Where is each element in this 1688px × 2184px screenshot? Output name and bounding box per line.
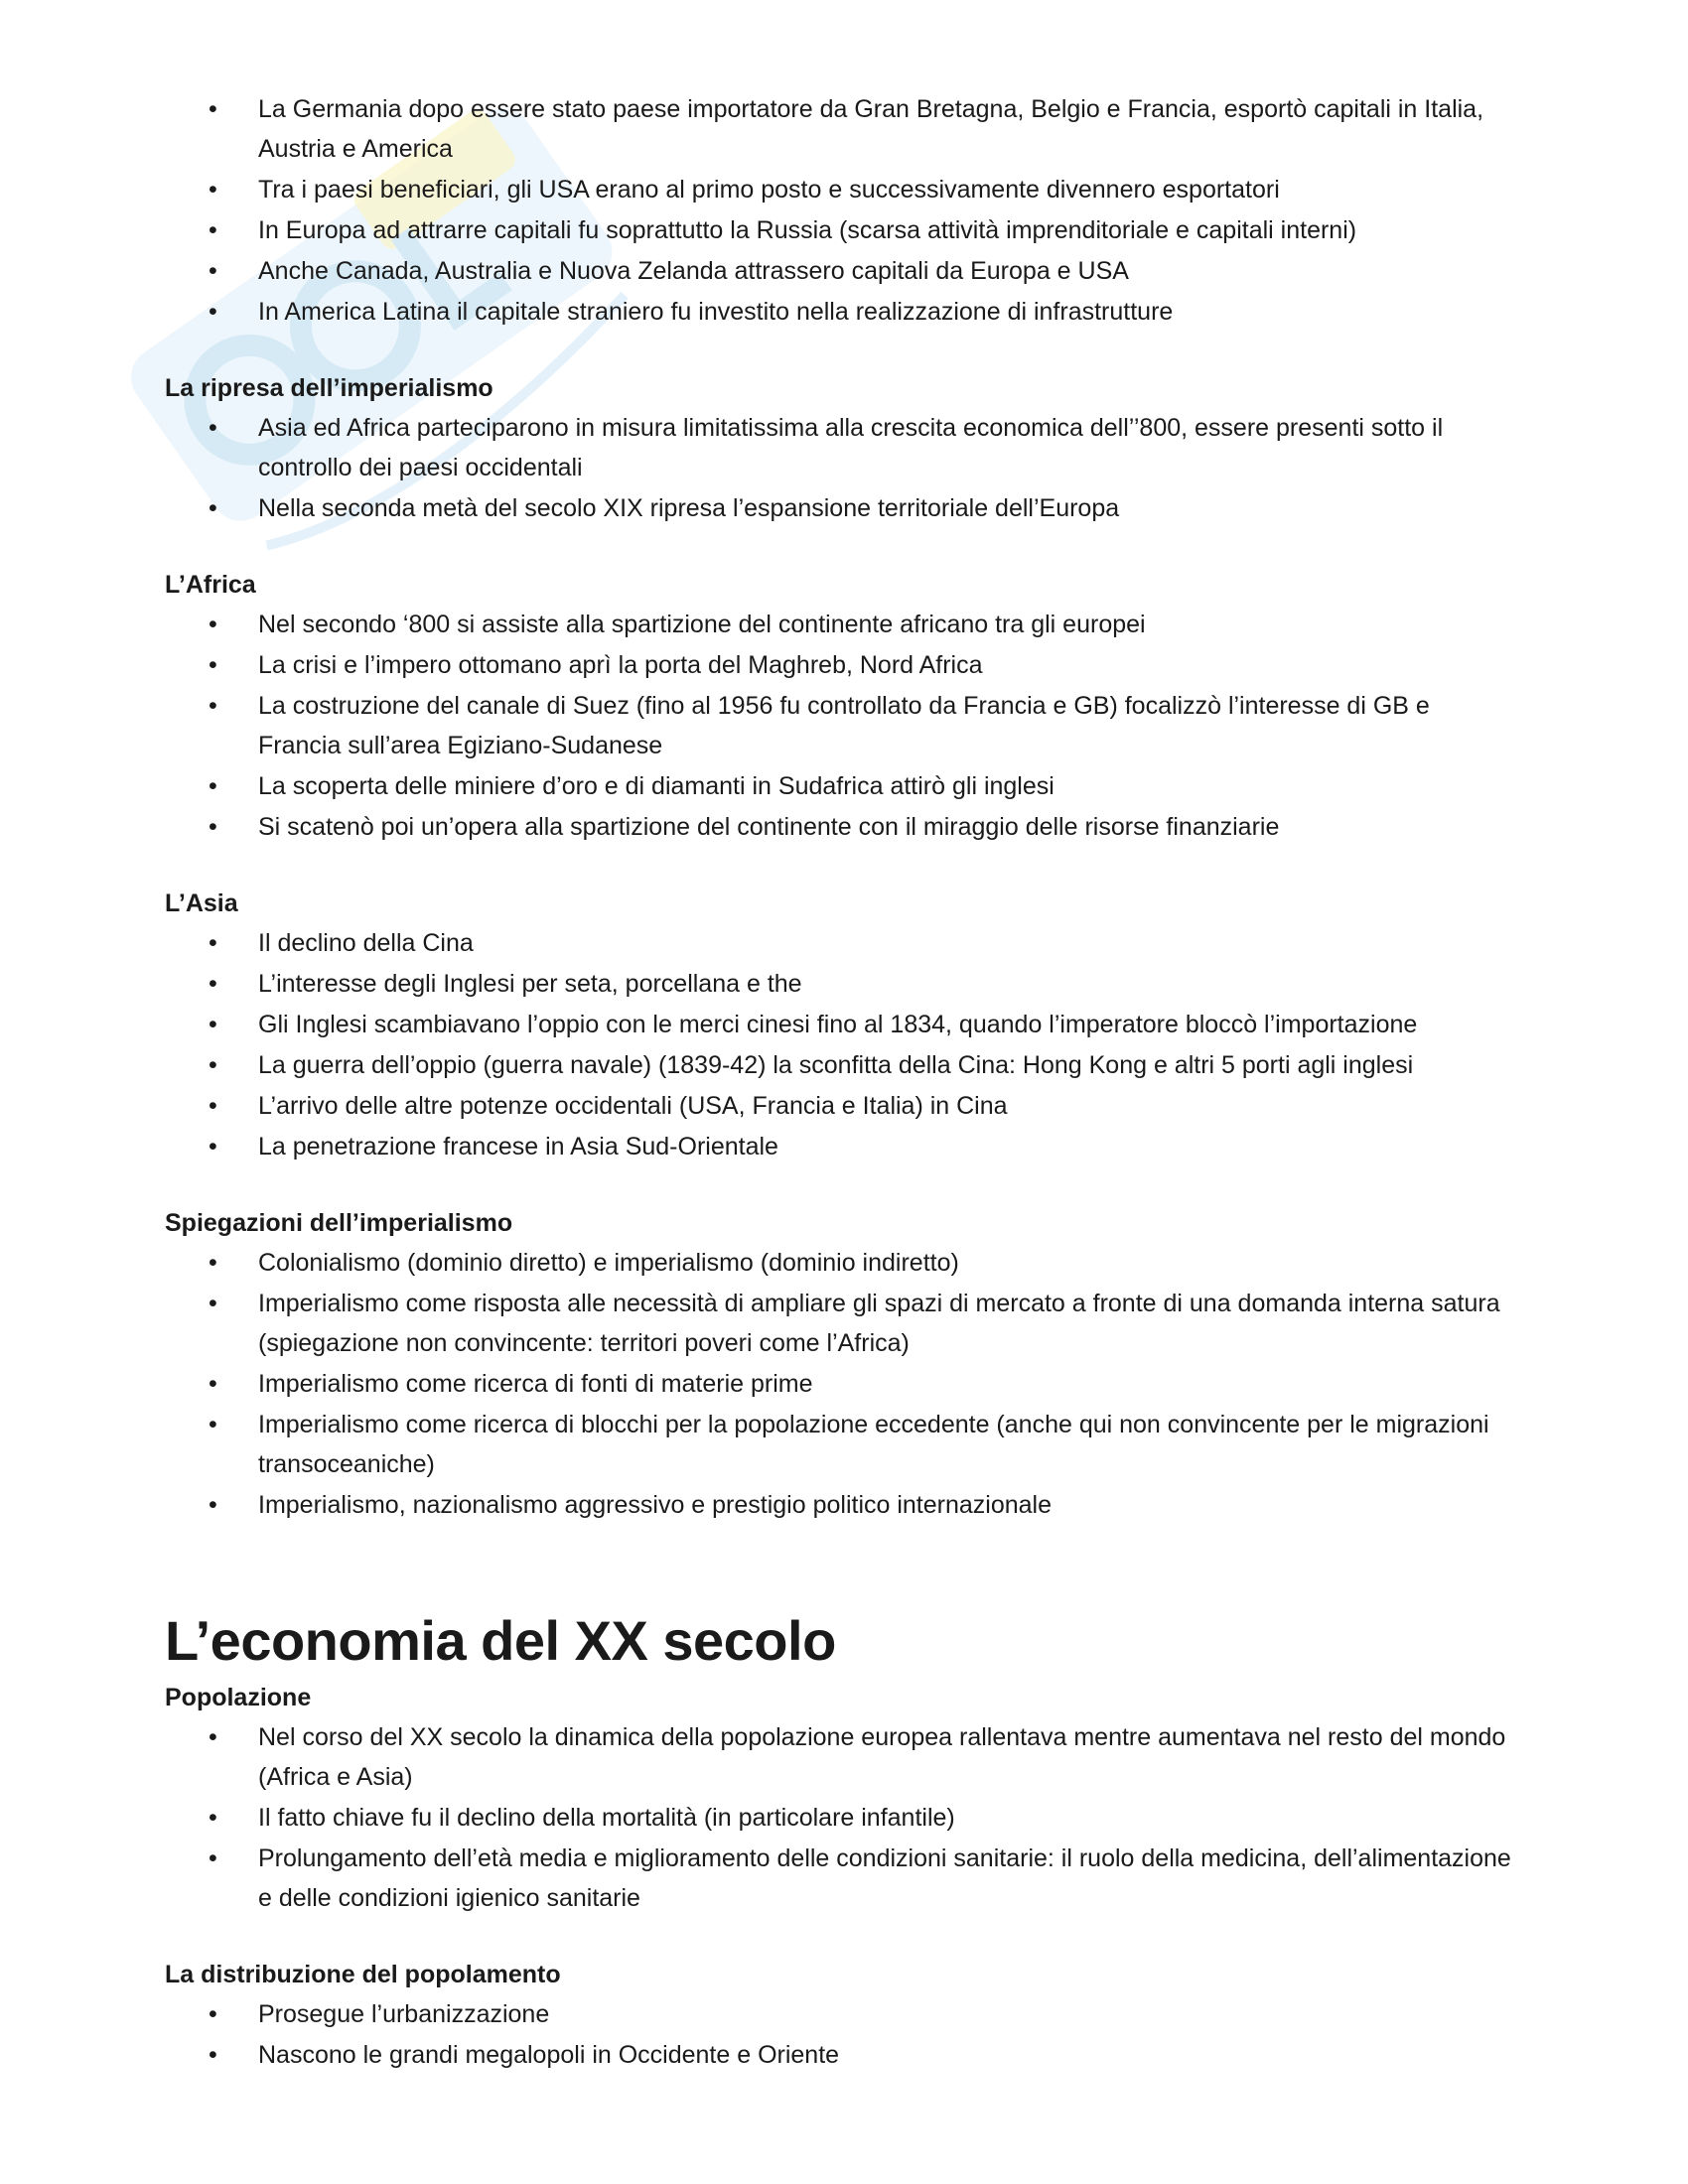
list-item: • L’arrivo delle altre potenze occidentali (USA, Francia e Italia) in Cina (165, 1086, 1515, 1126)
sections-container (165, 368, 1515, 1525)
section (165, 565, 1515, 847)
list-item: • La scoperta delle miniere d’oro e di diamanti in Sudafrica attirò gli inglesi (165, 766, 1515, 806)
list-item: • Prolungamento dell’età media e miglioramento delle condizioni sanitarie: il ruolo della medicina, dell’alimentazione e delle condizioni igienico sanitarie (165, 1839, 1515, 1918)
bullet-list (165, 1994, 1515, 2075)
list-item: • Nel secondo ‘800 si assiste alla spartizione del continente africano tra gli europei (165, 605, 1515, 644)
section-heading: Spiegazioni dell’imperialismo (165, 1209, 513, 1237)
section-heading: La ripresa dell’imperialismo (165, 374, 493, 402)
list-item: • Il fatto chiave fu il declino della mortalità (in particolare infantile) (165, 1798, 1515, 1838)
section-heading: La distribuzione del popolamento (165, 1961, 561, 1988)
section-heading: Popolazione (165, 1684, 312, 1711)
list-item: • In America Latina il capitale straniero fu investito nella realizzazione di infrastrutture (165, 292, 1515, 332)
intro-bullet-list (165, 89, 1515, 332)
bullet-list (165, 605, 1515, 847)
list-item: • Si scatenò poi un’opera alla spartizione del continente con il miraggio delle risorse finanziarie (165, 807, 1515, 847)
list-item: • Imperialismo come ricerca di fonti di materie prime (165, 1364, 1515, 1404)
list-item: • Nella seconda metà del secolo XIX ripresa l’espansione territoriale dell’Europa (165, 488, 1515, 528)
section (165, 1955, 1515, 2075)
list-item: • Tra i paesi beneficiari, gli USA erano al primo posto e successivamente divennero esportatori (165, 170, 1515, 209)
list-item: • Imperialismo, nazionalismo aggressivo e prestigio politico internazionale (165, 1485, 1515, 1525)
section (165, 884, 1515, 1166)
bullet-list (165, 408, 1515, 528)
bullet-list (165, 923, 1515, 1166)
list-item: • Gli Inglesi scambiavano l’oppio con le merci cinesi fino al 1834, quando l’imperatore bloccò l’importazione (165, 1005, 1515, 1044)
bullet-list (165, 1717, 1515, 1918)
list-item: • Asia ed Africa parteciparono in misura limitatissima alla crescita economica dell’’800, essere presenti sotto il controllo dei paesi occidentali (165, 408, 1515, 487)
list-item: • Nel corso del XX secolo la dinamica della popolazione europea rallentava mentre aumentava nel resto del mondo (Africa e Asia) (165, 1717, 1515, 1797)
list-item: • La costruzione del canale di Suez (fino al 1956 fu controllato da Francia e GB) focalizzò l’interesse di GB e Francia sull’area Egiziano-Sudanese (165, 686, 1515, 765)
list-item: • Colonialismo (dominio diretto) e imperialismo (dominio indiretto) (165, 1243, 1515, 1283)
list-item: • Imperialismo come risposta alle necessità di ampliare gli spazi di mercato a fronte di una domanda interna satura (spiegazione non convincente: territori poveri come l’Africa) (165, 1284, 1515, 1363)
list-item: • La guerra dell’oppio (guerra navale) (1839-42) la sconfitta della Cina: Hong Kong e altri 5 porti agli inglesi (165, 1045, 1515, 1085)
list-item: • In Europa ad attrarre capitali fu soprattutto la Russia (scarsa attività imprenditoriale e capitali interni) (165, 210, 1515, 250)
document-page (165, 89, 1515, 2076)
section-heading: L’Asia (165, 889, 238, 917)
list-item: • La Germania dopo essere stato paese importatore da Gran Bretagna, Belgio e Francia, esportò capitali in Italia, Austria e America (165, 89, 1515, 169)
list-item: • Il declino della Cina (165, 923, 1515, 963)
section (165, 1678, 1515, 1918)
list-item: • L’interesse degli Inglesi per seta, porcellana e the (165, 964, 1515, 1004)
list-item: • Anche Canada, Australia e Nuova Zelanda attrassero capitali da Europa e USA (165, 251, 1515, 291)
list-item: • La crisi e l’impero ottomano aprì la porta del Maghreb, Nord Africa (165, 645, 1515, 685)
section-heading: L’Africa (165, 571, 256, 599)
section (165, 1203, 1515, 1525)
list-item: • Prosegue l’urbanizzazione (165, 1994, 1515, 2034)
list-item: • La penetrazione francese in Asia Sud-Orientale (165, 1127, 1515, 1166)
section (165, 368, 1515, 528)
list-item: • Nascono le grandi megalopoli in Occidente e Oriente (165, 2035, 1515, 2075)
chapter-sections-container (165, 1678, 1515, 2075)
bullet-list (165, 1243, 1515, 1525)
list-item: • Imperialismo come ricerca di blocchi per la popolazione eccedente (anche qui non convincente per le migrazioni transoceaniche) (165, 1405, 1515, 1484)
chapter-title: L’economia del XX secolo (165, 1609, 836, 1672)
